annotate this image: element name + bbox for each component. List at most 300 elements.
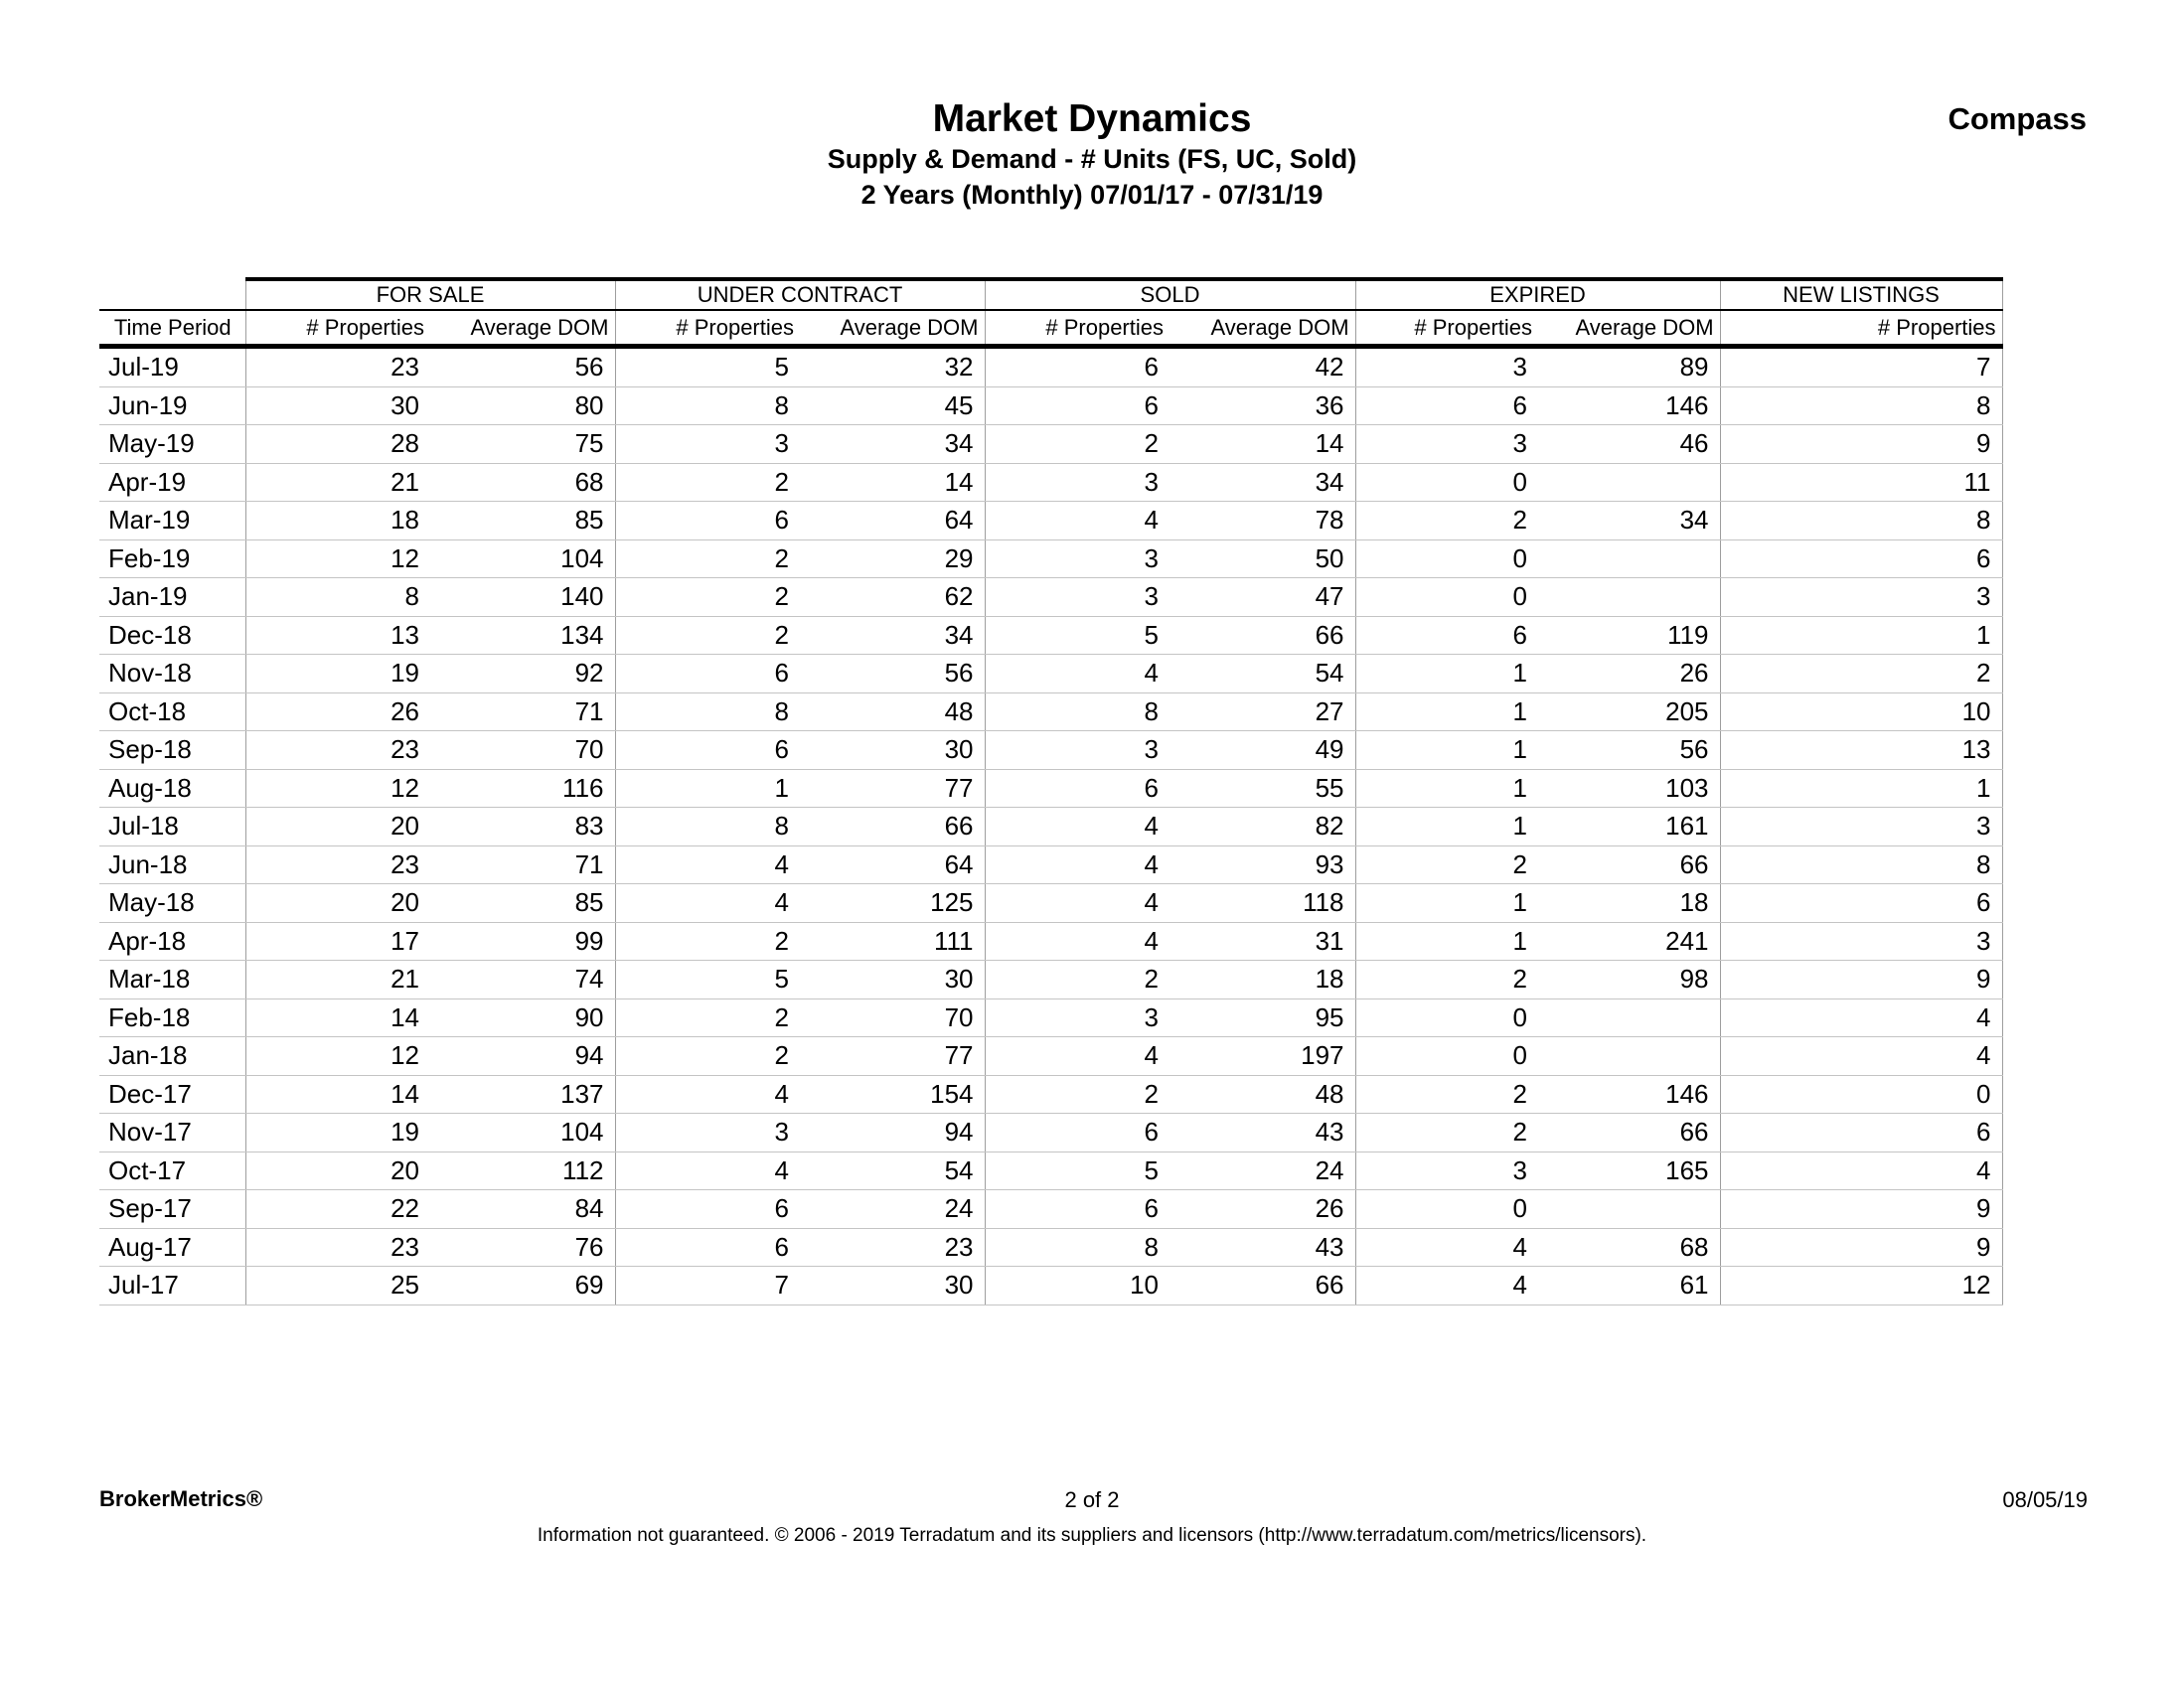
sold-average-dom-cell: 43: [1170, 1114, 1355, 1152]
exp-num-properties-cell: 2: [1355, 845, 1538, 884]
new-num-properties-cell: 4: [1720, 1152, 2002, 1190]
new-num-properties-cell: 3: [1720, 808, 2002, 846]
sold-average-dom-cell: 47: [1170, 578, 1355, 617]
fs-num-properties-cell: 25: [245, 1267, 430, 1305]
table-row: [99, 347, 2002, 387]
uc-num-properties-cell: 6: [615, 1190, 800, 1229]
uc-average-dom-cell: 77: [800, 1037, 985, 1076]
table-row: [99, 731, 2002, 770]
page-title: Market Dynamics: [932, 97, 1252, 140]
exp-num-properties-cell: 4: [1355, 1267, 1538, 1305]
exp-average-dom-cell: 146: [1538, 1075, 1720, 1114]
time-period-cell: Nov-17: [99, 1114, 245, 1152]
table-body: [99, 347, 2002, 1305]
table-row: [99, 1228, 2002, 1267]
fs-num-properties-cell: 23: [245, 731, 430, 770]
fs-num-properties-cell: 20: [245, 884, 430, 923]
sold-average-dom-cell: 50: [1170, 539, 1355, 578]
exp-num-properties-cell: 1: [1355, 655, 1538, 693]
exp-average-dom-cell: 18: [1538, 884, 1720, 923]
exp-average-dom-cell: 68: [1538, 1228, 1720, 1267]
group-header-row: [99, 279, 2002, 310]
fs-num-properties-cell: 13: [245, 616, 430, 655]
new-num-properties-cell: 9: [1720, 1228, 2002, 1267]
sold-num-properties-cell: 3: [985, 998, 1170, 1037]
fs-num-properties-cell: 20: [245, 808, 430, 846]
page-subtitle-line2: 2 Years (Monthly) 07/01/17 - 07/31/19: [860, 180, 1324, 210]
fs-num-properties-cell: 21: [245, 961, 430, 999]
uc-average-dom-cell: 34: [800, 425, 985, 464]
sold-num-properties-cell: 3: [985, 539, 1170, 578]
fs-average-dom-cell: 71: [430, 845, 615, 884]
uc-num-properties-cell: 3: [615, 1114, 800, 1152]
exp-average-dom-cell: 103: [1538, 769, 1720, 808]
sold-average-dom-cell: 49: [1170, 731, 1355, 770]
column-header-row: [99, 310, 2002, 347]
col-header-fs-average-dom: Average DOM: [430, 310, 615, 347]
fs-num-properties-cell: 18: [245, 502, 430, 540]
fs-num-properties-cell: 17: [245, 922, 430, 961]
sold-average-dom-cell: 48: [1170, 1075, 1355, 1114]
exp-num-properties-cell: 1: [1355, 692, 1538, 731]
fs-num-properties-cell: 28: [245, 425, 430, 464]
corner-cell: [99, 279, 245, 310]
table-row: [99, 769, 2002, 808]
fs-average-dom-cell: 134: [430, 616, 615, 655]
col-header-fs-num-properties: # Properties: [245, 310, 430, 347]
new-num-properties-cell: 13: [1720, 731, 2002, 770]
time-period-cell: Sep-17: [99, 1190, 245, 1229]
fs-average-dom-cell: 84: [430, 1190, 615, 1229]
sold-num-properties-cell: 4: [985, 884, 1170, 923]
time-period-cell: Jul-17: [99, 1267, 245, 1305]
sold-average-dom-cell: 66: [1170, 1267, 1355, 1305]
new-num-properties-cell: 6: [1720, 539, 2002, 578]
uc-average-dom-cell: 48: [800, 692, 985, 731]
sold-average-dom-cell: 54: [1170, 655, 1355, 693]
exp-num-properties-cell: 1: [1355, 922, 1538, 961]
market-dynamics-table: [99, 277, 2003, 1305]
uc-num-properties-cell: 5: [615, 961, 800, 999]
sold-num-properties-cell: 3: [985, 731, 1170, 770]
sold-num-properties-cell: 2: [985, 425, 1170, 464]
new-num-properties-cell: 1: [1720, 769, 2002, 808]
uc-average-dom-cell: 94: [800, 1114, 985, 1152]
table-row: [99, 616, 2002, 655]
table-row: [99, 502, 2002, 540]
exp-average-dom-cell: 89: [1538, 347, 1720, 387]
uc-num-properties-cell: 2: [615, 1037, 800, 1076]
uc-average-dom-cell: 66: [800, 808, 985, 846]
uc-average-dom-cell: 77: [800, 769, 985, 808]
group-header-expired: EXPIRED: [1355, 279, 1720, 310]
uc-num-properties-cell: 8: [615, 386, 800, 425]
sold-num-properties-cell: 6: [985, 347, 1170, 387]
table-row: [99, 884, 2002, 923]
uc-average-dom-cell: 64: [800, 502, 985, 540]
exp-average-dom-cell: 26: [1538, 655, 1720, 693]
uc-num-properties-cell: 4: [615, 884, 800, 923]
exp-num-properties-cell: 3: [1355, 425, 1538, 464]
exp-num-properties-cell: 2: [1355, 1114, 1538, 1152]
time-period-cell: Jun-19: [99, 386, 245, 425]
fs-average-dom-cell: 112: [430, 1152, 615, 1190]
exp-num-properties-cell: 0: [1355, 578, 1538, 617]
uc-average-dom-cell: 56: [800, 655, 985, 693]
table-row: [99, 692, 2002, 731]
sold-num-properties-cell: 6: [985, 769, 1170, 808]
fs-num-properties-cell: 20: [245, 1152, 430, 1190]
exp-average-dom-cell: 66: [1538, 1114, 1720, 1152]
fs-average-dom-cell: 104: [430, 539, 615, 578]
fs-average-dom-cell: 69: [430, 1267, 615, 1305]
sold-average-dom-cell: 93: [1170, 845, 1355, 884]
sold-average-dom-cell: 27: [1170, 692, 1355, 731]
exp-num-properties-cell: 2: [1355, 1075, 1538, 1114]
sold-num-properties-cell: 2: [985, 1075, 1170, 1114]
exp-num-properties-cell: 4: [1355, 1228, 1538, 1267]
new-num-properties-cell: 7: [1720, 347, 2002, 387]
sold-num-properties-cell: 5: [985, 1152, 1170, 1190]
fs-average-dom-cell: 75: [430, 425, 615, 464]
sold-num-properties-cell: 5: [985, 616, 1170, 655]
brokermetrics-label: BrokerMetrics®: [99, 1486, 263, 1511]
col-header-uc-average-dom: Average DOM: [800, 310, 985, 347]
new-num-properties-cell: 4: [1720, 1037, 2002, 1076]
fs-average-dom-cell: 74: [430, 961, 615, 999]
sold-average-dom-cell: 197: [1170, 1037, 1355, 1076]
exp-average-dom-cell: [1538, 998, 1720, 1037]
uc-num-properties-cell: 6: [615, 655, 800, 693]
sold-num-properties-cell: 4: [985, 922, 1170, 961]
time-period-cell: Oct-17: [99, 1152, 245, 1190]
uc-num-properties-cell: 7: [615, 1267, 800, 1305]
time-period-cell: Feb-18: [99, 998, 245, 1037]
table-row: [99, 961, 2002, 999]
fs-average-dom-cell: 71: [430, 692, 615, 731]
page-subtitle-line1: Supply & Demand - # Units (FS, UC, Sold): [827, 144, 1357, 174]
uc-num-properties-cell: 1: [615, 769, 800, 808]
fs-num-properties-cell: 8: [245, 578, 430, 617]
uc-average-dom-cell: 62: [800, 578, 985, 617]
sold-num-properties-cell: 3: [985, 463, 1170, 502]
sold-average-dom-cell: 55: [1170, 769, 1355, 808]
fs-num-properties-cell: 12: [245, 539, 430, 578]
page-indicator: 2 of 2: [1064, 1487, 1120, 1512]
time-period-cell: Nov-18: [99, 655, 245, 693]
exp-num-properties-cell: 1: [1355, 808, 1538, 846]
time-period-cell: Sep-18: [99, 731, 245, 770]
table-row: [99, 655, 2002, 693]
exp-average-dom-cell: [1538, 578, 1720, 617]
time-period-cell: May-18: [99, 884, 245, 923]
col-header-uc-num-properties: # Properties: [615, 310, 800, 347]
group-header-for-sale: FOR SALE: [245, 279, 615, 310]
exp-average-dom-cell: [1538, 463, 1720, 502]
exp-num-properties-cell: 3: [1355, 347, 1538, 387]
uc-average-dom-cell: 64: [800, 845, 985, 884]
sold-num-properties-cell: 4: [985, 655, 1170, 693]
col-header-new-num-properties: # Properties: [1720, 310, 2002, 347]
fs-average-dom-cell: 137: [430, 1075, 615, 1114]
sold-average-dom-cell: 36: [1170, 386, 1355, 425]
fs-average-dom-cell: 68: [430, 463, 615, 502]
exp-average-dom-cell: 146: [1538, 386, 1720, 425]
time-period-cell: Oct-18: [99, 692, 245, 731]
uc-num-properties-cell: 2: [615, 578, 800, 617]
exp-average-dom-cell: 161: [1538, 808, 1720, 846]
table-row: [99, 808, 2002, 846]
uc-average-dom-cell: 24: [800, 1190, 985, 1229]
new-num-properties-cell: 11: [1720, 463, 2002, 502]
time-period-cell: Jul-18: [99, 808, 245, 846]
new-num-properties-cell: 2: [1720, 655, 2002, 693]
uc-num-properties-cell: 2: [615, 998, 800, 1037]
new-num-properties-cell: 12: [1720, 1267, 2002, 1305]
compass-logo: Compass: [1948, 101, 2087, 136]
uc-num-properties-cell: 8: [615, 808, 800, 846]
exp-average-dom-cell: [1538, 1037, 1720, 1076]
new-num-properties-cell: 6: [1720, 1114, 2002, 1152]
new-num-properties-cell: 9: [1720, 1190, 2002, 1229]
fs-num-properties-cell: 23: [245, 1228, 430, 1267]
fs-num-properties-cell: 14: [245, 1075, 430, 1114]
new-num-properties-cell: 10: [1720, 692, 2002, 731]
uc-average-dom-cell: 45: [800, 386, 985, 425]
time-period-cell: Apr-19: [99, 463, 245, 502]
time-period-cell: Jan-19: [99, 578, 245, 617]
table-row: [99, 1037, 2002, 1076]
uc-average-dom-cell: 34: [800, 616, 985, 655]
sold-average-dom-cell: 43: [1170, 1228, 1355, 1267]
uc-average-dom-cell: 111: [800, 922, 985, 961]
new-num-properties-cell: 3: [1720, 922, 2002, 961]
disclaimer-text: Information not guaranteed. © 2006 - 2019 Terradatum and its suppliers and licensors (http://www.terradatum.com/metrics/licensors).: [537, 1525, 1647, 1546]
exp-num-properties-cell: 0: [1355, 1190, 1538, 1229]
uc-num-properties-cell: 4: [615, 1152, 800, 1190]
time-period-cell: Mar-19: [99, 502, 245, 540]
sold-average-dom-cell: 34: [1170, 463, 1355, 502]
exp-average-dom-cell: 66: [1538, 845, 1720, 884]
sold-average-dom-cell: 31: [1170, 922, 1355, 961]
fs-num-properties-cell: 19: [245, 655, 430, 693]
table-row: [99, 922, 2002, 961]
fs-average-dom-cell: 76: [430, 1228, 615, 1267]
exp-average-dom-cell: 61: [1538, 1267, 1720, 1305]
sold-num-properties-cell: 8: [985, 692, 1170, 731]
fs-average-dom-cell: 70: [430, 731, 615, 770]
exp-average-dom-cell: 98: [1538, 961, 1720, 999]
fs-average-dom-cell: 116: [430, 769, 615, 808]
exp-num-properties-cell: 0: [1355, 1037, 1538, 1076]
table-row: [99, 539, 2002, 578]
uc-num-properties-cell: 5: [615, 347, 800, 387]
sold-average-dom-cell: 78: [1170, 502, 1355, 540]
fs-average-dom-cell: 104: [430, 1114, 615, 1152]
time-period-cell: May-19: [99, 425, 245, 464]
uc-average-dom-cell: 30: [800, 731, 985, 770]
report-date: 08/05/19: [2002, 1487, 2088, 1512]
fs-num-properties-cell: 14: [245, 998, 430, 1037]
time-period-cell: Aug-17: [99, 1228, 245, 1267]
exp-average-dom-cell: 205: [1538, 692, 1720, 731]
table-row: [99, 386, 2002, 425]
exp-num-properties-cell: 2: [1355, 961, 1538, 999]
fs-average-dom-cell: 90: [430, 998, 615, 1037]
new-num-properties-cell: 8: [1720, 502, 2002, 540]
uc-num-properties-cell: 6: [615, 502, 800, 540]
sold-num-properties-cell: 4: [985, 808, 1170, 846]
new-num-properties-cell: 4: [1720, 998, 2002, 1037]
time-period-cell: Jul-19: [99, 347, 245, 387]
time-period-cell: Apr-18: [99, 922, 245, 961]
sold-average-dom-cell: 26: [1170, 1190, 1355, 1229]
table-row: [99, 1190, 2002, 1229]
exp-num-properties-cell: 0: [1355, 998, 1538, 1037]
new-num-properties-cell: 0: [1720, 1075, 2002, 1114]
table-row: [99, 578, 2002, 617]
uc-num-properties-cell: 3: [615, 425, 800, 464]
exp-num-properties-cell: 1: [1355, 769, 1538, 808]
exp-average-dom-cell: 241: [1538, 922, 1720, 961]
exp-average-dom-cell: 56: [1538, 731, 1720, 770]
table-row: [99, 845, 2002, 884]
new-num-properties-cell: 9: [1720, 425, 2002, 464]
time-period-cell: Dec-18: [99, 616, 245, 655]
new-num-properties-cell: 6: [1720, 884, 2002, 923]
fs-num-properties-cell: 21: [245, 463, 430, 502]
uc-average-dom-cell: 125: [800, 884, 985, 923]
fs-average-dom-cell: 80: [430, 386, 615, 425]
group-header-new-listings: NEW LISTINGS: [1720, 279, 2002, 310]
fs-average-dom-cell: 92: [430, 655, 615, 693]
sold-average-dom-cell: 95: [1170, 998, 1355, 1037]
new-num-properties-cell: 8: [1720, 845, 2002, 884]
sold-num-properties-cell: 4: [985, 1037, 1170, 1076]
fs-average-dom-cell: 99: [430, 922, 615, 961]
fs-num-properties-cell: 23: [245, 845, 430, 884]
col-header-exp-average-dom: Average DOM: [1538, 310, 1720, 347]
group-header-under-contract: UNDER CONTRACT: [615, 279, 985, 310]
col-header-time-period: Time Period: [99, 310, 245, 347]
fs-num-properties-cell: 26: [245, 692, 430, 731]
exp-average-dom-cell: 165: [1538, 1152, 1720, 1190]
exp-num-properties-cell: 1: [1355, 884, 1538, 923]
exp-average-dom-cell: [1538, 1190, 1720, 1229]
fs-num-properties-cell: 30: [245, 386, 430, 425]
col-header-sold-average-dom: Average DOM: [1170, 310, 1355, 347]
table-row: [99, 1152, 2002, 1190]
sold-average-dom-cell: 42: [1170, 347, 1355, 387]
exp-average-dom-cell: 46: [1538, 425, 1720, 464]
table-row: [99, 998, 2002, 1037]
uc-num-properties-cell: 6: [615, 1228, 800, 1267]
uc-average-dom-cell: 23: [800, 1228, 985, 1267]
col-header-sold-num-properties: # Properties: [985, 310, 1170, 347]
table-row: [99, 425, 2002, 464]
exp-num-properties-cell: 1: [1355, 731, 1538, 770]
exp-average-dom-cell: [1538, 539, 1720, 578]
uc-num-properties-cell: 2: [615, 463, 800, 502]
sold-num-properties-cell: 6: [985, 1190, 1170, 1229]
sold-average-dom-cell: 18: [1170, 961, 1355, 999]
sold-num-properties-cell: 3: [985, 578, 1170, 617]
table-row: [99, 1075, 2002, 1114]
col-header-exp-num-properties: # Properties: [1355, 310, 1538, 347]
uc-num-properties-cell: 6: [615, 731, 800, 770]
fs-average-dom-cell: 56: [430, 347, 615, 387]
uc-num-properties-cell: 4: [615, 1075, 800, 1114]
fs-num-properties-cell: 22: [245, 1190, 430, 1229]
uc-average-dom-cell: 14: [800, 463, 985, 502]
time-period-cell: Aug-18: [99, 769, 245, 808]
exp-num-properties-cell: 3: [1355, 1152, 1538, 1190]
uc-average-dom-cell: 70: [800, 998, 985, 1037]
uc-average-dom-cell: 29: [800, 539, 985, 578]
uc-average-dom-cell: 30: [800, 961, 985, 999]
time-period-cell: Jun-18: [99, 845, 245, 884]
sold-num-properties-cell: 10: [985, 1267, 1170, 1305]
fs-num-properties-cell: 12: [245, 769, 430, 808]
exp-average-dom-cell: 119: [1538, 616, 1720, 655]
new-num-properties-cell: 1: [1720, 616, 2002, 655]
table-row: [99, 1267, 2002, 1305]
new-num-properties-cell: 9: [1720, 961, 2002, 999]
uc-average-dom-cell: 30: [800, 1267, 985, 1305]
fs-average-dom-cell: 140: [430, 578, 615, 617]
new-num-properties-cell: 3: [1720, 578, 2002, 617]
new-num-properties-cell: 8: [1720, 386, 2002, 425]
exp-num-properties-cell: 6: [1355, 616, 1538, 655]
sold-num-properties-cell: 4: [985, 502, 1170, 540]
group-header-sold: SOLD: [985, 279, 1355, 310]
fs-num-properties-cell: 23: [245, 347, 430, 387]
sold-average-dom-cell: 82: [1170, 808, 1355, 846]
sold-num-properties-cell: 6: [985, 1114, 1170, 1152]
fs-num-properties-cell: 19: [245, 1114, 430, 1152]
uc-num-properties-cell: 4: [615, 845, 800, 884]
uc-num-properties-cell: 2: [615, 539, 800, 578]
exp-num-properties-cell: 6: [1355, 386, 1538, 425]
exp-num-properties-cell: 0: [1355, 539, 1538, 578]
uc-num-properties-cell: 8: [615, 692, 800, 731]
fs-average-dom-cell: 94: [430, 1037, 615, 1076]
uc-num-properties-cell: 2: [615, 616, 800, 655]
time-period-cell: Dec-17: [99, 1075, 245, 1114]
time-period-cell: Mar-18: [99, 961, 245, 999]
sold-num-properties-cell: 6: [985, 386, 1170, 425]
uc-average-dom-cell: 154: [800, 1075, 985, 1114]
fs-average-dom-cell: 85: [430, 884, 615, 923]
sold-num-properties-cell: 4: [985, 845, 1170, 884]
fs-num-properties-cell: 12: [245, 1037, 430, 1076]
time-period-cell: Jan-18: [99, 1037, 245, 1076]
time-period-cell: Feb-19: [99, 539, 245, 578]
exp-average-dom-cell: 34: [1538, 502, 1720, 540]
sold-average-dom-cell: 14: [1170, 425, 1355, 464]
sold-average-dom-cell: 66: [1170, 616, 1355, 655]
exp-num-properties-cell: 2: [1355, 502, 1538, 540]
uc-average-dom-cell: 32: [800, 347, 985, 387]
table-row: [99, 1114, 2002, 1152]
table-row: [99, 463, 2002, 502]
sold-num-properties-cell: 8: [985, 1228, 1170, 1267]
uc-average-dom-cell: 54: [800, 1152, 985, 1190]
uc-num-properties-cell: 2: [615, 922, 800, 961]
sold-num-properties-cell: 2: [985, 961, 1170, 999]
fs-average-dom-cell: 85: [430, 502, 615, 540]
exp-num-properties-cell: 0: [1355, 463, 1538, 502]
